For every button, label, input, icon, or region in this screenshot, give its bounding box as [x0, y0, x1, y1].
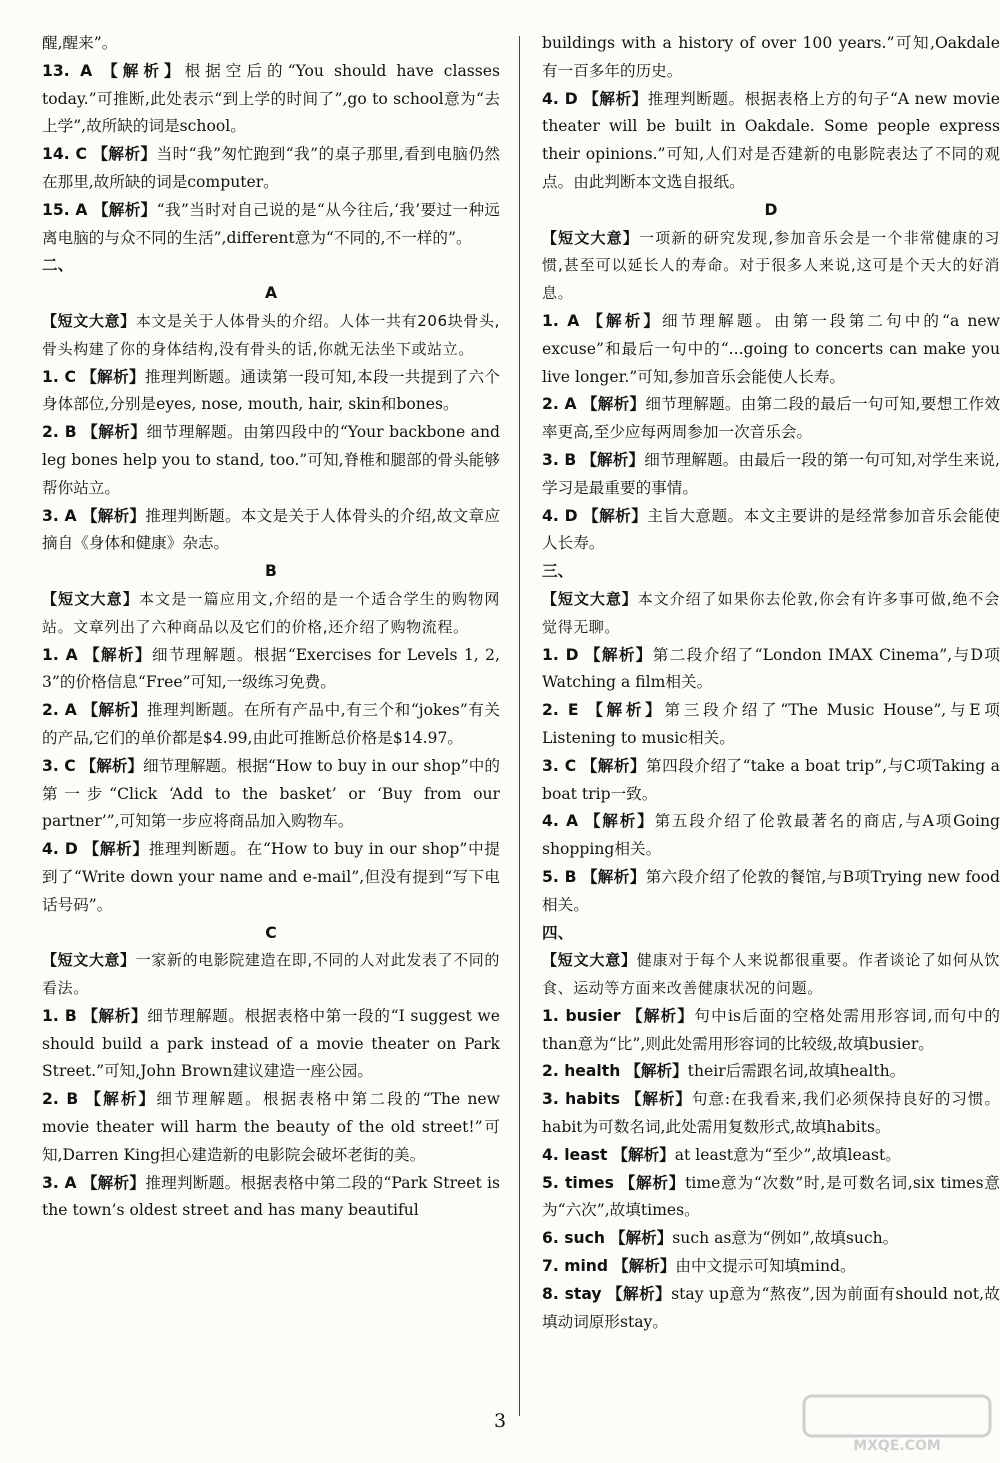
watermark-logo — [802, 1394, 992, 1454]
answer-item: 15. A 【解析】“我”当时对自己说的是“从今往后,‘我’要过一种远离电脑的与众不同的生活”,different意为“不同的,不一样的”。 — [42, 200, 500, 247]
answer-item: 4. D 【解析】推理判断题。在“How to buy in our shop”中提到了“Write down your name and e-mail”,但没有提到“写下电话号码”。 — [42, 840, 500, 914]
continued-text: buildings with a history of over 100 years.”可知,Oakdale有一百多年的历史。 — [542, 34, 1000, 80]
answer-item: 6. such 【解析】such as意为“例如”,故填such。 — [542, 1229, 899, 1248]
answer-item: 1. busier 【解析】句中is后面的空格处需用形容词,而句中的than意为“比”,则此处需用形容词的比较级,故填busier。 — [542, 1006, 1000, 1053]
answer-item: 4. A 【解析】第五段介绍了伦敦最著名的商店,与A项Going shopping相关。 — [542, 812, 1000, 859]
answer-item: 3. B 【解析】细节理解题。由最后一段的第一句可知,对学生来说,学习是最重要的事情。 — [542, 450, 1000, 497]
answer-item: 3. A 【解析】推理判断题。本文是关于人体骨头的介绍,故文章应摘自《身体和健康》杂志。 — [42, 506, 500, 553]
answer-item: 3. C 【解析】细节理解题。根据“How to buy in our shop”中的第一步“Click ‘Add to the basket’ or ‘Buy from our partner’”,可知第一步应将商品加入购物车。 — [42, 756, 500, 831]
answer-item: 4. least 【解析】at least意为“至少”,故填least。 — [542, 1145, 901, 1164]
answer-item: 4. D 【解析】主旨大意题。本文主要讲的是经常参加音乐会能使人长寿。 — [542, 506, 1000, 553]
continued-text: 醒,醒来”。 — [42, 34, 118, 52]
passage-letter: D — [764, 200, 778, 219]
passage-summary: 【短文大意】本文是一篇应用文,介绍的是一个适合学生的购物网站。文章列出了六种商品以及它们的价格,还介绍了购物流程。 — [42, 589, 500, 636]
passage-letter: B — [265, 562, 277, 581]
svg-text:MXQE.COM: MXQE.COM — [853, 1438, 941, 1454]
answer-item: 2. health 【解析】their后需跟名词,故填health。 — [542, 1062, 906, 1081]
answer-item: 4. D 【解析】推理判断题。根据表格上方的句子“A new movie theater will be built in Oakdale. Some people express their opinions.”可知,人们对是否建新的电影院表达了不同的观点。由此判断本文选自报纸。 — [542, 89, 1000, 191]
section-heading: 三、 — [542, 562, 574, 581]
answer-item: 2. B 【解析】细节理解题。由第四段中的“Your backbone and leg bones help you to stand, too.”可知,脊椎和腿部的骨头能够帮你站立。 — [42, 423, 500, 497]
answer-item: 1. C 【解析】推理判断题。通读第一段可知,本段一共提到了六个身体部位,分别是eyes, nose, mouth, hair, skin和bones。 — [42, 367, 500, 414]
answer-item: 2. A 【解析】推理判断题。在所有产品中,有三个和“jokes”有关的产品,它们的单价都是$4.99,由此可推断总价格是$14.97。 — [42, 701, 500, 747]
answer-item: 2. E 【解析】第三段介绍了“The Music House”,与E项Listening to music相关。 — [542, 701, 1000, 747]
passage-summary: 【短文大意】健康对于每个人来说都很重要。作者谈论了如何从饮食、运动等方面来改善健康状况的问题。 — [542, 951, 1000, 998]
answer-item: 1. A 【解析】细节理解题。根据“Exercises for Levels 1, 2, 3”的价格信息“Free”可知,一级练习免费。 — [42, 645, 500, 692]
answer-item: 1. D 【解析】第二段介绍了“London IMAX Cinema”,与D项Watching a film相关。 — [542, 645, 1000, 692]
answer-item: 13. A 【解析】根据空后的“You should have classes today.”可推断,此处表示“到上学的时间了”,go to school意为“去上学”,故所缺的词是school。 — [42, 61, 500, 136]
passage-letter: C — [265, 923, 277, 942]
passage-summary: 【短文大意】本文介绍了如果你去伦敦,你会有许多事可做,绝不会觉得无聊。 — [542, 589, 1000, 636]
answer-item: 8. stay 【解析】stay up意为“熬夜”,因为前面有should not,故填动词原形stay。 — [542, 1284, 1000, 1331]
answer-item: 3. habits 【解析】句意:在我看来,我们必须保持良好的习惯。habit为可数名词,此处需用复数形式,故填habits。 — [542, 1090, 1000, 1137]
answer-item: 1. B 【解析】细节理解题。根据表格中第一段的“I suggest we should build a park instead of a movie theater on Park Street.”可知,John Brown建议建造一座公园。 — [42, 1006, 500, 1081]
page-number: 3 — [493, 1410, 507, 1432]
section-heading: 四、 — [542, 923, 574, 942]
passage-summary: 【短文大意】一项新的研究发现,参加音乐会是一个非常健康的习惯,甚至可以延长人的寿命。对于很多人来说,这可是个天大的好消息。 — [542, 228, 1000, 303]
answer-item: 1. A 【解析】细节理解题。由第一段第二句中的“a new excuse”和最后一句中的“...going to concerts can make you live longer.”可知,参加音乐会能使人长寿。 — [542, 311, 1000, 386]
answer-item: 5. times 【解析】time意为“次数”时,是可数名词,six times意为“六次”,故填times。 — [542, 1173, 1000, 1220]
passage-letter: A — [264, 284, 278, 303]
answer-item: 3. C 【解析】第四段介绍了“take a boat trip”,与C项Taking a boat trip一致。 — [542, 756, 1000, 803]
answer-item: 2. A 【解析】细节理解题。由第二段的最后一句可知,要想工作效率更高,至少应每两周参加一次音乐会。 — [542, 395, 1000, 442]
passage-summary: 【短文大意】本文是关于人体骨头的介绍。人体一共有206块骨头,骨头构建了你的身体结构,没有骨头的话,你就无法坐下或站立。 — [42, 311, 500, 358]
answer-item: 5. B 【解析】第六段介绍了伦敦的餐馆,与B项Trying new food相关。 — [542, 867, 1000, 914]
section-heading: 二、 — [42, 256, 74, 275]
column-divider — [519, 36, 520, 1416]
passage-summary: 【短文大意】一家新的电影院建造在即,不同的人对此发表了不同的看法。 — [42, 951, 501, 998]
right-column — [542, 30, 1000, 1336]
answer-item: 14. C 【解析】当时“我”匆忙跑到“我”的桌子那里,看到电脑仍然在那里,故所缺的词是computer。 — [42, 145, 500, 191]
answer-item: 2. B 【解析】细节理解题。根据表格中第二段的“The new movie theater will harm the beauty of the old street!”可知,Darren King担心建造新的电影院会破坏老街的美。 — [42, 1090, 500, 1164]
answer-item: 3. A 【解析】推理判断题。根据表格中第二段的“Park Street is the town’s oldest street and has many beautiful — [42, 1173, 500, 1220]
answer-item: 7. mind 【解析】由中文提示可知填mind。 — [542, 1257, 856, 1276]
left-column — [42, 30, 500, 1225]
